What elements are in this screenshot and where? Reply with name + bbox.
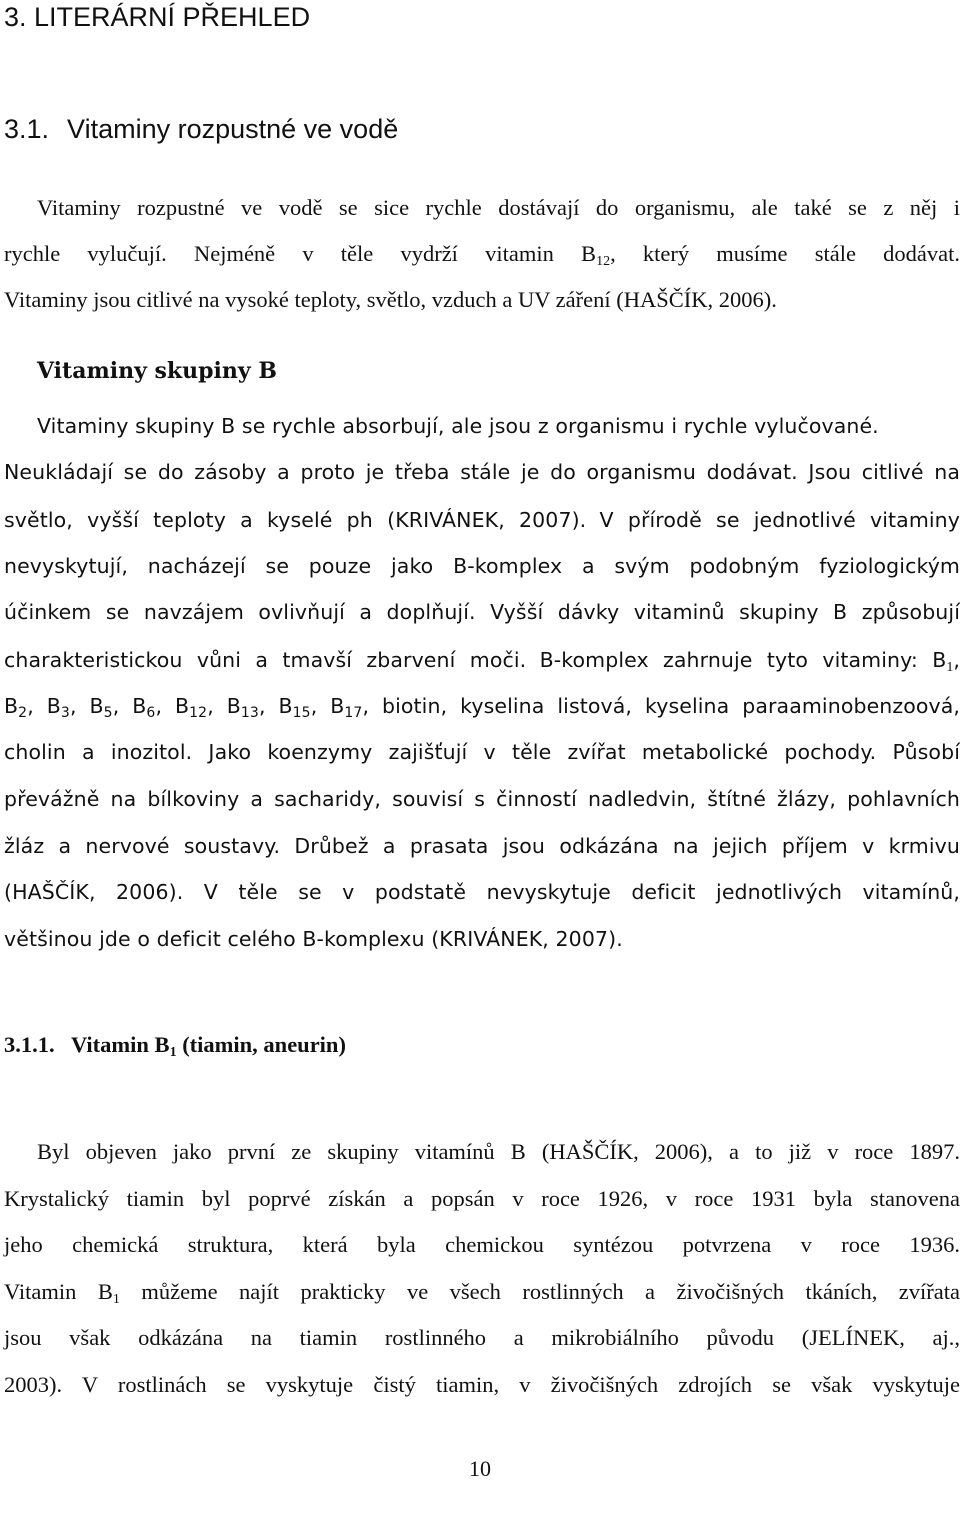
subscript: 2: [18, 705, 28, 721]
vitamin-item: $B_{12}$: [175, 694, 208, 721]
subscript: 1: [946, 660, 954, 675]
b-line-6b: B-komplex zahrnuje tyto vitaminy: B: [539, 648, 947, 672]
b1-line-4a: Vitamin B: [4, 1279, 113, 1304]
b1-line-2: Krystalický tiamin byl poprvé získán a popsán v roce 1926, v roce 1931 byla stanovena: [4, 1186, 960, 1211]
section-number: 3.1.: [4, 114, 50, 144]
vitamin-item: $B_{13}$: [226, 694, 259, 721]
subsubsection-title: [71, 1032, 346, 1060]
b-line-11: (HAŠČÍK, 2006). V těle se v podstatě nevyskytuje deficit jednotlivých vitamínů,: [4, 880, 960, 904]
subscript: 1: [112, 1292, 120, 1307]
intro-line-1: Vitaminy rozpustné ve vodě se sice rychle dostávají do organismu, ale také se z něj i: [37, 195, 960, 220]
vitamin-item: $B_2$: [4, 694, 28, 721]
subscript: 12: [189, 705, 208, 721]
subscript: 5: [103, 705, 113, 721]
b-line-9: převážně na bílkoviny a sacharidy, souvisí s činností nadledvin, štítné žlázy, pohlavních: [4, 787, 960, 811]
subsubsection-title-a: Vitamin B: [71, 1032, 170, 1057]
b1-line-6: 2003). V rostlinách se vyskytuje čistý tiamin, v živočišných zdrojích se však vyskytuje: [4, 1372, 960, 1397]
subscript: 6: [146, 705, 156, 721]
chapter-heading: 3. LITERÁRNÍ PŘEHLED: [4, 2, 311, 32]
subscript: 12: [596, 254, 611, 269]
b-line-12: většinou jde o deficit celého B-komplexu (KRIVÁNEK, 2007).: [4, 927, 623, 951]
subscript: 17: [344, 705, 363, 721]
b1-line-3: jeho chemická struktura, která byla chemickou syntézou potvrzena v roce 1936.: [4, 1232, 960, 1257]
b-line-7: [4, 691, 960, 721]
subscript: 1: [169, 1045, 177, 1060]
vitamin-item: $B_3$: [46, 694, 70, 721]
vitamin-item: $B_{15}$: [278, 694, 311, 721]
b-line-6a: charakteristickou vůni a tmavší zbarvení moči.: [4, 648, 527, 672]
vitamin-item: $B_{17}$: [330, 694, 363, 721]
subsection-heading: Vitaminy skupiny B: [37, 358, 277, 384]
intro-line-2a: rychle vylučují. Nejméně v těle vydrží vitamin B: [4, 241, 597, 266]
intro-line-2b: , který musíme stále dodávat.: [610, 241, 960, 266]
b-line-6c: ,: [953, 648, 960, 672]
b1-line-1: Byl objeven jako první ze skupiny vitamínů B (HAŠČÍK, 2006), a to již v roce 1897.: [37, 1139, 960, 1164]
intro-line-2: [4, 239, 960, 269]
b1-line-4b: můžeme najít prakticky ve všech rostlinných a živočišných tkáních, zvířata: [119, 1279, 960, 1304]
b-line-1: Vitaminy skupiny B se rychle absorbují, ale jsou z organismu i rychle vylučované.: [37, 414, 879, 438]
b-line-3a: světlo, vyšší teploty a kyselé ph (KRIVÁNEK, 2007).: [4, 508, 587, 532]
intro-line-3: Vitaminy jsou citlivé na vysoké teploty, světlo, vzduch a UV záření (HAŠČÍK, 2006).: [4, 287, 777, 312]
subscript: 13: [240, 705, 259, 721]
section-title: Vitaminy rozpustné ve vodě: [67, 114, 399, 144]
b-line-5: účinkem se navzájem ovlivňují a doplňují. Vyšší dávky vitaminů skupiny B způsobují: [4, 600, 960, 624]
subscript: 15: [292, 705, 311, 721]
b-line-7-rest: , biotin, kyselina listová, kyselina paraaminobenzoová,: [362, 694, 960, 718]
section-heading: [4, 114, 416, 145]
vitamin-item: $B_5$: [89, 694, 113, 721]
subsubsection-title-b: (tiamin, aneurin): [176, 1032, 346, 1057]
b1-line-5: jsou však odkázána na tiamin rostlinného a mikrobiálního původu (JELÍNEK, aj.,: [4, 1325, 960, 1350]
b-line-4: nevyskytují, nacházejí se pouze jako B-komplex a svým podobným fyziologickým: [4, 554, 960, 578]
b-line-6: [4, 645, 960, 675]
b-line-10: žláz a nervové soustavy. Drůbež a prasata jsou odkázána na jejich příjem v krmivu: [4, 834, 960, 858]
b-line-3: [4, 505, 960, 535]
vitamin-list: $B_2$, $B_3$, $B_5$, $B_6$, $B_{12}$, $B_{13}$, $B_{15}$, $B_{17}$: [4, 694, 363, 721]
subsubsection-heading: [4, 1032, 346, 1058]
page-number: 10: [469, 1456, 491, 1481]
b-line-3b: V přírodě se jednotlivé vitaminy: [599, 508, 960, 532]
subscript: 3: [60, 705, 70, 721]
vitamin-item: $B_6$: [132, 694, 156, 721]
b1-line-4: [4, 1277, 960, 1307]
b-line-8: cholin a inozitol. Jako koenzymy zajišťují v těle zvířat metabolické pochody. Působí: [4, 740, 960, 764]
subsubsection-number: 3.1.1.: [4, 1032, 55, 1057]
b-line-2: Neukládají se do zásoby a proto je třeba stále je do organismu dodávat. Jsou citlivé na: [4, 460, 960, 484]
